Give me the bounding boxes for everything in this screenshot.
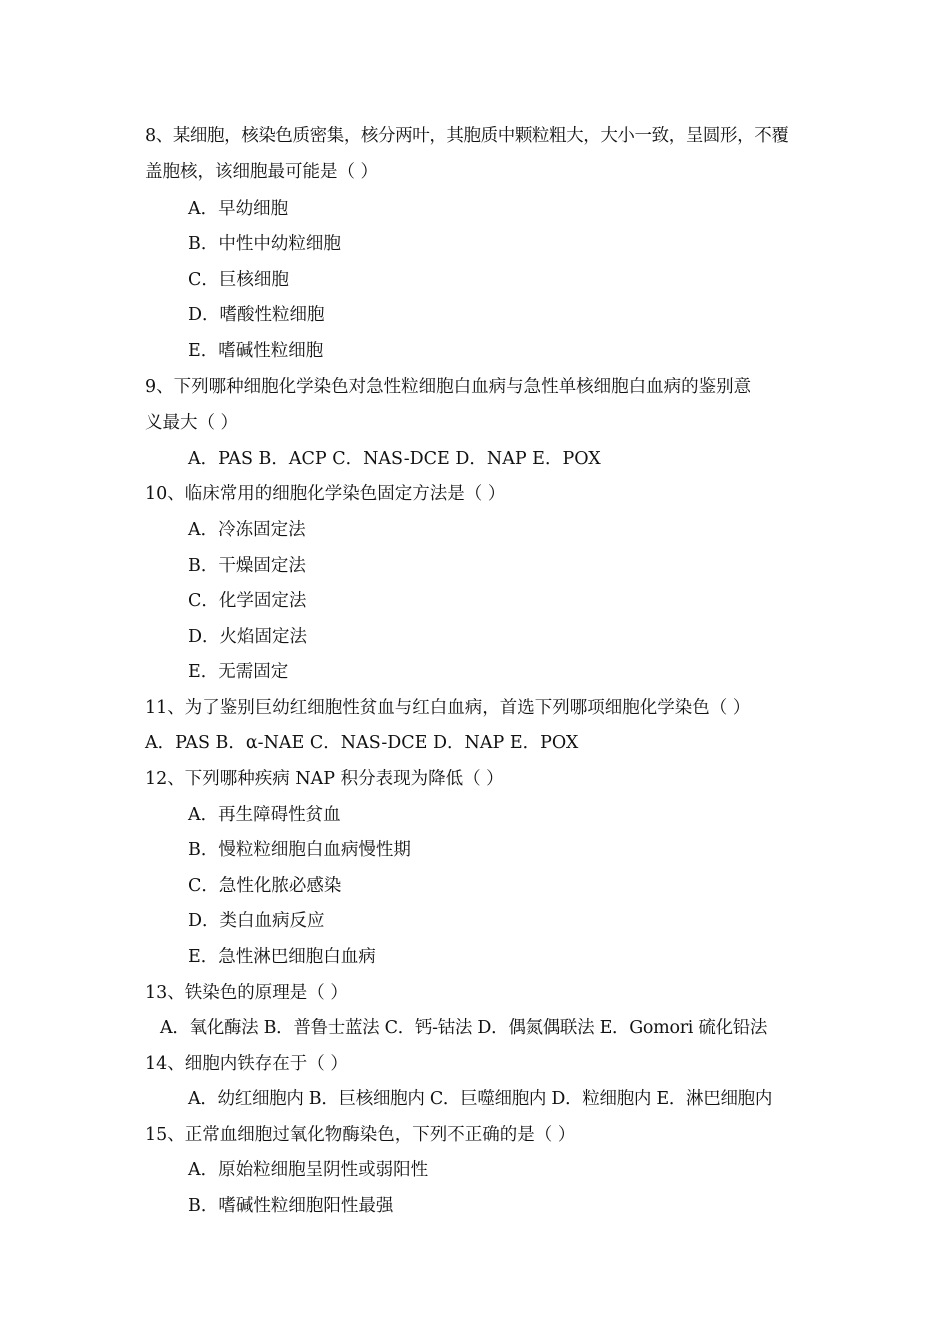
question-8-option-d: D．嗜酸性粒细胞 (188, 305, 325, 325)
question-12-option-d: D．类白血病反应 (188, 911, 325, 931)
question-11-stem: 11、为了鉴别巨幼红细胞性贫血与红白血病，首选下列哪项细胞化学染色（ ） (145, 698, 751, 718)
question-8-stem-line-1: 8、某细胞，核染色质密集，核分两叶，其胞质中颗粒粗大，大小一致，呈圆形，不覆 (145, 126, 789, 146)
question-9-stem-line-2: 义最大（ ） (145, 413, 239, 433)
question-9-options: A．PAS B．ACP C．NAS-DCE D．NAP E．POX (188, 449, 601, 469)
question-12-option-c: C．急性化脓必感染 (188, 876, 342, 896)
question-12-stem: 12、下列哪种疾病 NAP 积分表现为降低（ ） (145, 769, 504, 789)
question-10-option-d: D．火焰固定法 (188, 627, 308, 647)
question-8-option-a: A．早幼细胞 (188, 199, 289, 219)
question-8-option-b: B．中性中幼粒细胞 (188, 234, 341, 254)
question-10-option-c: C．化学固定法 (188, 591, 307, 611)
question-10-option-e: E．无需固定 (188, 662, 289, 682)
question-12-option-e: E．急性淋巴细胞白血病 (188, 947, 376, 967)
question-14-options: A．幼红细胞内 B．巨核细胞内 C．巨噬细胞内 D．粒细胞内 E．淋巴细胞内 (188, 1089, 773, 1109)
question-8-option-c: C．巨核细胞 (188, 270, 289, 290)
question-12-option-b: B．慢粒粒细胞白血病慢性期 (188, 840, 411, 860)
question-14-stem: 14、细胞内铁存在于（ ） (145, 1054, 348, 1074)
question-12-option-a: A．再生障碍性贫血 (188, 805, 341, 825)
question-9-stem-line-1: 9、下列哪种细胞化学染色对急性粒细胞白血病与急性单核细胞白血病的鉴别意 (145, 377, 752, 397)
question-15-option-b: B．嗜碱性粒细胞阳性最强 (188, 1196, 394, 1216)
question-13-options: A．氧化酶法 B．普鲁士蓝法 C．钙-钴法 D．偶氮偶联法 E．Gomori 硫化铅法 (160, 1018, 768, 1038)
question-8-option-e: E．嗜碱性粒细胞 (188, 341, 324, 361)
question-8-stem-line-2: 盖胞核，该细胞最可能是（ ） (145, 162, 379, 182)
question-15-option-a: A．原始粒细胞呈阴性或弱阳性 (188, 1160, 429, 1180)
question-10-option-a: A．冷冻固定法 (188, 520, 306, 540)
question-10-option-b: B．干燥固定法 (188, 556, 306, 576)
question-13-stem: 13、铁染色的原理是（ ） (145, 983, 348, 1003)
question-11-options: A．PAS B．α-NAE C．NAS-DCE D．NAP E．POX (145, 733, 579, 753)
question-15-stem: 15、正常血细胞过氧化物酶染色，下列不正确的是（ ） (145, 1125, 576, 1145)
question-10-stem: 10、临床常用的细胞化学染色固定方法是（ ） (145, 484, 506, 504)
